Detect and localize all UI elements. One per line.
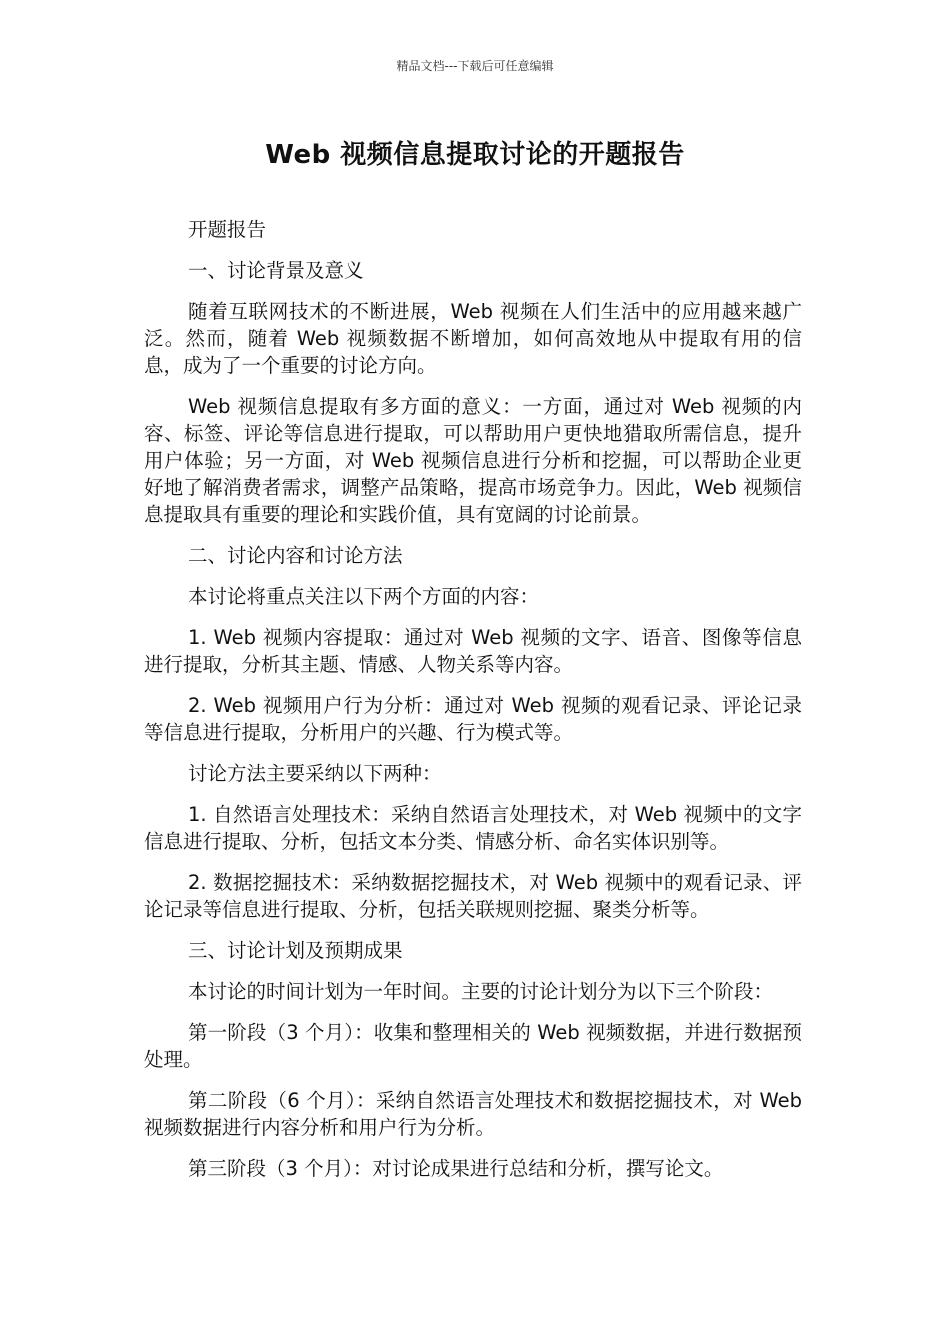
document-title: Web 视频信息提取讨论的开题报告: [265, 140, 685, 170]
phase-item: 第二阶段（6 个月）：采纳自然语言处理技术和数据挖掘技术，对 Web 视频数据进行内容分析和用户行为分析。: [144, 1089, 802, 1139]
list-item: 1. 自然语言处理技术：采纳自然语言处理技术，对 Web 视频中的文字信息进行提取、分析，包括文本分类、情感分析、命名实体识别等。: [144, 803, 802, 853]
section-heading-1: 一、讨论背景及意义: [188, 259, 364, 282]
paragraph: 讨论方法主要采纳以下两种：: [188, 762, 442, 785]
section-heading-3: 三、讨论计划及预期成果: [188, 939, 403, 962]
paragraph: 随着互联网技术的不断进展，Web 视频在人们生活中的应用越来越广泛。然而，随着 Web 视频数据不断增加，如何高效地从中提取有用的信息，成为了一个重要的讨论方向。: [144, 300, 802, 377]
paragraph: 本讨论的时间计划为一年时间。主要的讨论计划分为以下三个阶段：: [188, 980, 774, 1003]
section-heading-2: 二、讨论内容和讨论方法: [188, 544, 403, 567]
phase-item: 第一阶段（3 个月）：收集和整理相关的 Web 视频数据，并进行数据预处理。: [144, 1021, 802, 1071]
list-item: 1. Web 视频内容提取：通过对 Web 视频的文字、语音、图像等信息进行提取，分析其主题、情感、人物关系等内容。: [144, 626, 802, 676]
page-header: 精品文档---下载后可任意编辑: [396, 59, 554, 73]
list-item: 2. Web 视频用户行为分析：通过对 Web 视频的观看记录、评论记录等信息进行提取，分析用户的兴趣、行为模式等。: [144, 694, 802, 744]
paragraph: Web 视频信息提取有多方面的意义：一方面，通过对 Web 视频的内容、标签、评论等信息进行提取，可以帮助用户更快地猎取所需信息，提升用户体验；另一方面，对 Web 视频信息进行分析和挖掘，可以帮助企业更好地了解消费者需求，调整产品策略，提高市场竞争力。因此，Web 视频信息提取具有重要的理论和实践价值，具有宽阔的讨论前景。: [144, 395, 802, 526]
phase-item: 第三阶段（3 个月）：对讨论成果进行总结和分析，撰写论文。: [188, 1157, 724, 1180]
paragraph-label: 开题报告: [188, 218, 267, 241]
document-body: [144, 216, 802, 1196]
list-item: 2. 数据挖掘技术：采纳数据挖掘技术，对 Web 视频中的观看记录、评论记录等信息进行提取、分析，包括关联规则挖掘、聚类分析等。: [144, 871, 802, 921]
paragraph: 本讨论将重点关注以下两个方面的内容：: [188, 585, 540, 608]
